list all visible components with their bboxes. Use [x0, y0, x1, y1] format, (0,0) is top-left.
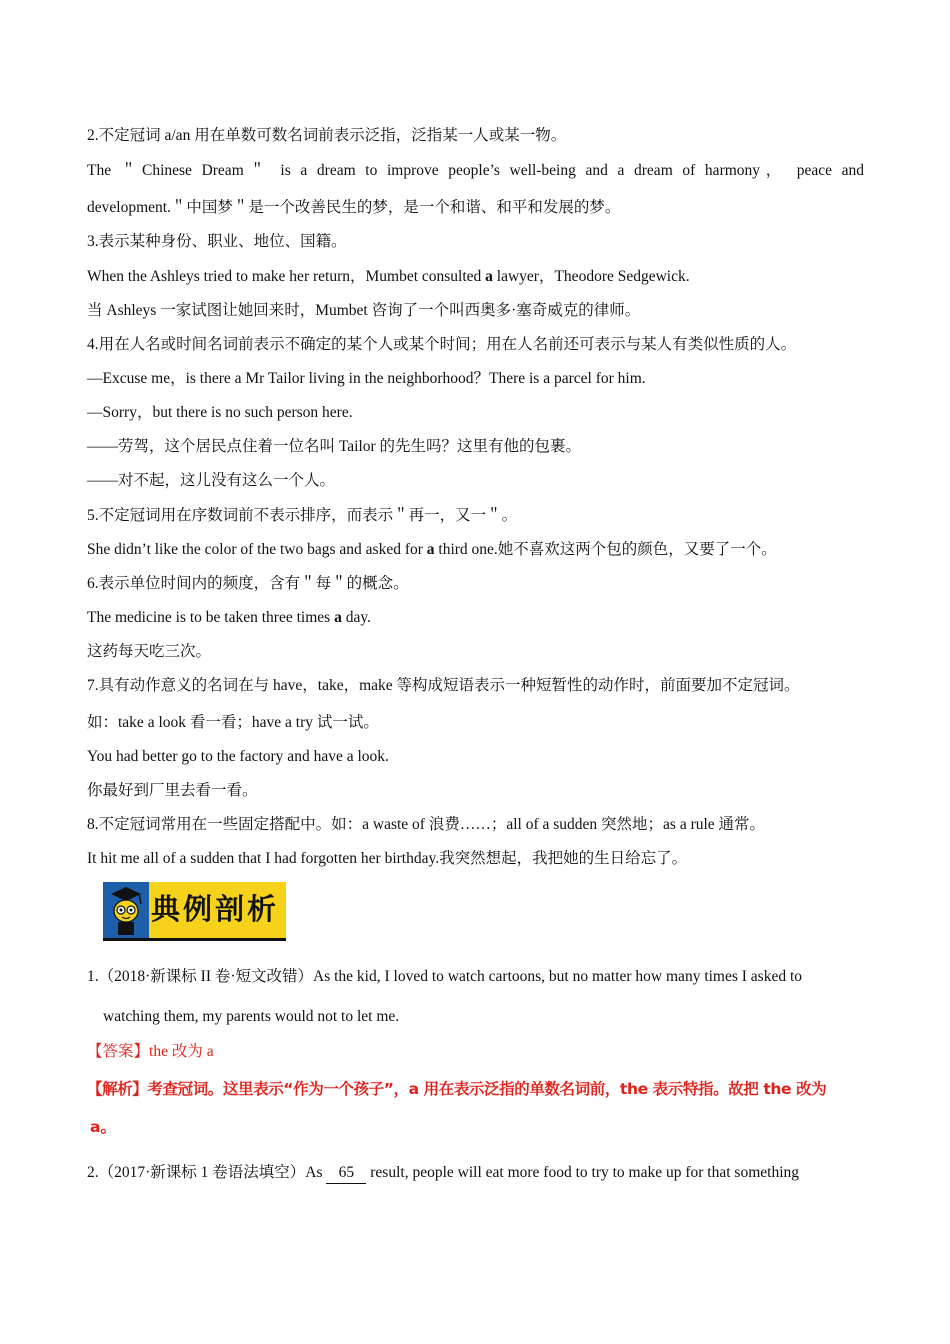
dialogue-line-2: —Sorry，but there is no such person here. [87, 404, 353, 421]
question-1-line-1: 1.（2018·新课标 II 卷·短文改错）As the kid, I loved to watch cartoons, but no matter how many times I asked to [87, 968, 803, 985]
banner-title: 典例剖析 [151, 892, 280, 926]
rule-8-heading: 8.不定冠词常用在一些固定搭配中。如：a waste of 浪费……；all of a sudden 突然地；as a rule 通常。 [87, 816, 766, 833]
question-1-line-2: watching them, my parents would not to let me. [103, 1008, 400, 1025]
dialogue-line-1: —Excuse me，is there a Mr Tailor living in the neighborhood？There is a parcel for him. [87, 370, 646, 387]
section-banner [103, 882, 286, 942]
example-ashleys-translation: 当 Ashleys 一家试图让她回来时，Mumbet 咨询了一个叫西奥多·塞奇威克的律师。 [87, 302, 641, 319]
question-1-analysis-line-1: 【解析】考查冠词。这里表示“作为一个孩子”，a 用在表示泛指的单数名词前，the 表示特指。故把 the 改为 [87, 1080, 827, 1098]
example-chinese-dream: The ＂Chinese Dream＂ is a dream to improve people’s well-being and a dream of harmony， peace and [87, 162, 864, 179]
rule-5-heading: 5.不定冠词用在序数词前不表示排序，而表示＂再一，又一＂。 [87, 507, 518, 524]
dialogue-translation-1: ——劳驾，这个居民点住着一位名叫 Tailor 的先生吗？这里有他的包裹。 [87, 438, 582, 455]
example-bags: She didn’t like the color of the two bags and asked for a third one.她不喜欢这两个包的颜色，又要了一个。 [87, 541, 777, 558]
rule-4-heading: 4.用在人名或时间名词前表示不确定的某个人或某个时间；用在人名前还可表示与某人有类似性质的人。 [87, 336, 797, 353]
question-2-line-1: 2.（2017·新课标 1 卷语法填空）As 65 result, people will eat more food to try to make up for that something [87, 1163, 799, 1184]
example-factory: You had better go to the factory and have a look. [87, 748, 389, 765]
rule-2-heading: 2.不定冠词 a/an 用在单数可数名词前表示泛指，泛指某一人或某一物。 [87, 127, 567, 144]
example-ashleys: When the Ashleys tried to make her return，Mumbet consulted a lawyer，Theodore Sedgewick. [87, 268, 690, 285]
rule-7-heading: 7.具有动作意义的名词在与 have，take，make 等构成短语表示一种短暂性的动作时，前面要加不定冠词。 [87, 677, 800, 694]
rule-3-heading: 3.表示某种身份、职业、地位、国籍。 [87, 233, 347, 250]
fill-blank: 65 [326, 1163, 366, 1184]
answer-label: 【答案】 [87, 1043, 150, 1060]
example-factory-translation: 你最好到厂里去看一看。 [87, 782, 258, 799]
dialogue-translation-2: ——对不起，这儿没有这么一个人。 [87, 472, 336, 489]
rule-6-heading: 6.表示单位时间内的频度，含有＂每＂的概念。 [87, 575, 409, 592]
question-1-analysis-line-2: a。 [90, 1118, 116, 1136]
example-chinese-dream-translation: development.＂中国梦＂是一个改善民生的梦，是一个和谐、和平和发展的梦。 [87, 199, 621, 216]
answer-text: the 改为 a [149, 1043, 214, 1060]
rule-7-examples: 如：take a look 看一看；have a try 试一试。 [87, 714, 379, 731]
example-medicine-translation: 这药每天吃三次。 [87, 643, 212, 660]
example-medicine: The medicine is to be taken three times a day. [87, 609, 371, 626]
question-1-answer [87, 1042, 214, 1062]
example-birthday: It hit me all of a sudden that I had forgotten her birthday.我突然想起，我把她的生日给忘了。 [87, 850, 688, 867]
